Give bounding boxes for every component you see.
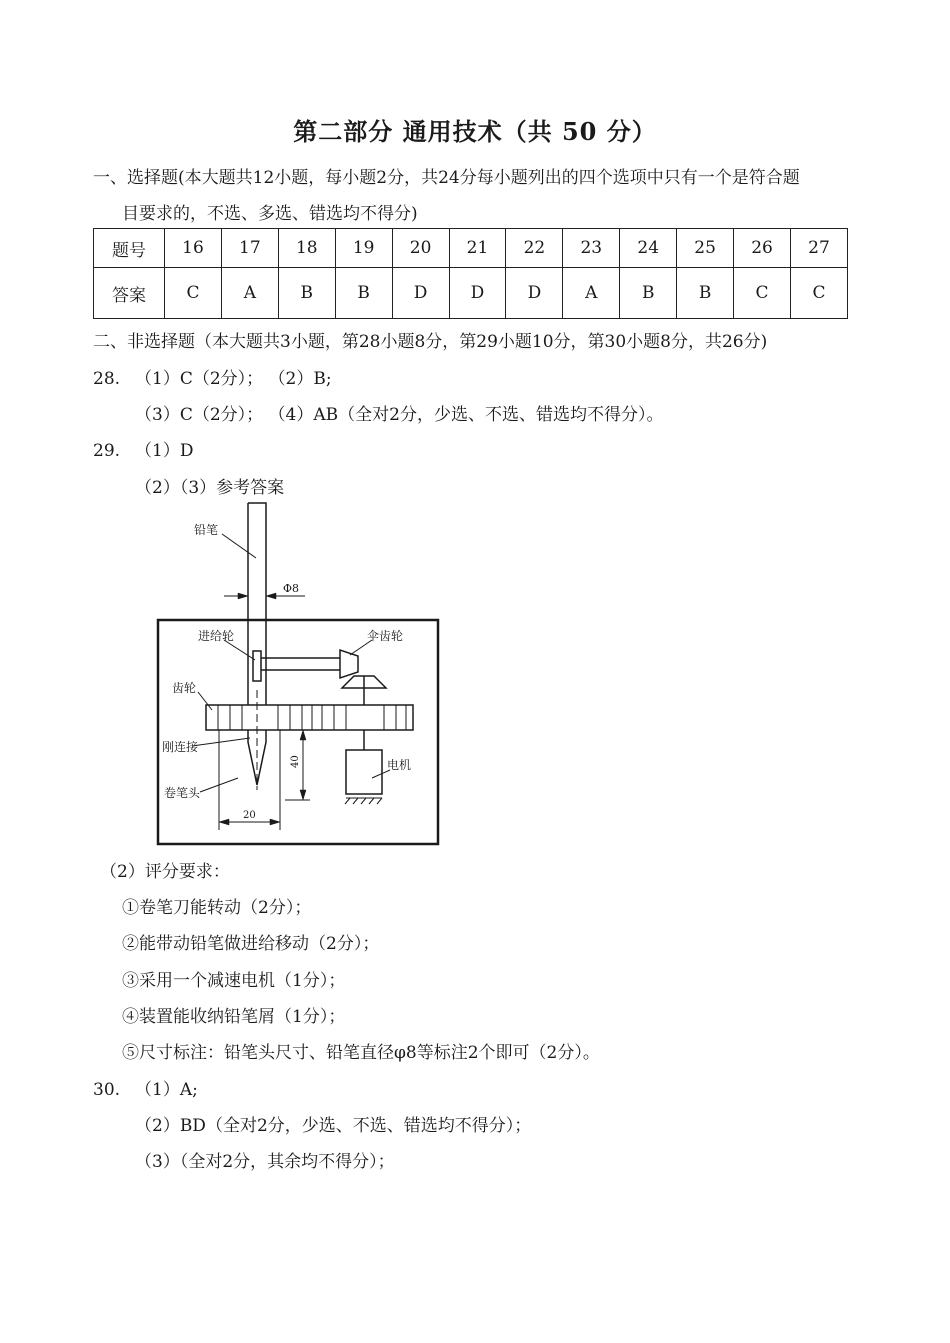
answer-cell: C bbox=[790, 268, 847, 319]
answer-table-number-row bbox=[94, 229, 848, 268]
dimension-40: 40 bbox=[290, 755, 301, 768]
answer-cell: A bbox=[563, 268, 620, 319]
answer-cell: D bbox=[392, 268, 449, 319]
q29-criterion: ③采用一个减速电机（1分）； bbox=[122, 971, 346, 991]
answer-cell: C bbox=[165, 268, 222, 319]
question-number-cell: 27 bbox=[790, 229, 847, 268]
answer-cell: A bbox=[221, 268, 278, 319]
label-feed-wheel: 进给轮 bbox=[198, 629, 235, 643]
shaft-shape bbox=[261, 658, 340, 670]
label-pencil: 铅笔 bbox=[194, 523, 219, 537]
q29-number: 29. bbox=[93, 441, 121, 461]
page-title: 第二部分 通用技术（共 50 分） bbox=[293, 117, 657, 146]
q30-answer-line1: （1）A; bbox=[135, 1080, 198, 1100]
answer-cell: B bbox=[335, 268, 392, 319]
q30-number: 30. bbox=[93, 1080, 121, 1100]
section2-heading: 二、非选择题（本大题共3小题，第28小题8分，第29小题10分，第30小题8分，共26分) bbox=[93, 332, 768, 352]
q29-criterion: ②能带动铅笔做进给移动（2分）； bbox=[122, 934, 380, 954]
section1-intro-line2: 目要求的，不选、多选、错选均不得分) bbox=[122, 204, 418, 224]
label-motor: 电机 bbox=[387, 758, 412, 772]
q29-criterion: ⑤尺寸标注：铅笔头尺寸、铅笔直径φ8等标注2个即可（2分）。 bbox=[122, 1043, 600, 1063]
answer-cell: D bbox=[506, 268, 563, 319]
q30-answer-line2: （2）BD（全对2分，少选、不选、错选均不得分）； bbox=[135, 1116, 532, 1136]
q29-answer-line1: （1）D bbox=[135, 441, 194, 461]
label-bevel-gear: 伞齿轮 bbox=[367, 629, 404, 643]
question-number-cell: 16 bbox=[165, 229, 222, 268]
number-row-label: 题号 bbox=[94, 229, 165, 268]
pencil-shape bbox=[248, 503, 266, 705]
q28-answer-line2: （3）C（2分）； （4）AB（全对2分，少选、不选、错选均不得分）。 bbox=[135, 405, 664, 425]
q29-criterion: ①卷笔刀能转动（2分）； bbox=[122, 898, 312, 918]
feed-wheel-shape bbox=[253, 651, 261, 681]
question-number-cell: 24 bbox=[620, 229, 677, 268]
question-number-cell: 23 bbox=[563, 229, 620, 268]
answer-cell: B bbox=[620, 268, 677, 319]
q29-answer-line2: （2）（3）参考答案 bbox=[135, 478, 285, 498]
question-number-cell: 19 bbox=[335, 229, 392, 268]
q28-answer-line1: （1）C（2分）； （2）B; bbox=[135, 369, 332, 389]
label-phi8: Φ8 bbox=[283, 582, 300, 595]
answer-table bbox=[93, 228, 848, 319]
answer-cell: B bbox=[278, 268, 335, 319]
answer-cell: D bbox=[449, 268, 506, 319]
question-number-cell: 20 bbox=[392, 229, 449, 268]
gear-bar-shape bbox=[206, 705, 413, 730]
answer-cell: B bbox=[677, 268, 734, 319]
pencil-sharpener-diagram bbox=[150, 500, 450, 850]
bevel-gear-shape bbox=[340, 650, 358, 678]
answer-row-label: 答案 bbox=[94, 268, 165, 319]
question-number-cell: 22 bbox=[506, 229, 563, 268]
question-number-cell: 25 bbox=[677, 229, 734, 268]
housing-box bbox=[158, 620, 438, 844]
question-number-cell: 26 bbox=[734, 229, 791, 268]
answer-table-answer-row bbox=[94, 268, 848, 319]
label-rigid-connection: 刚连接 bbox=[162, 740, 199, 754]
q29-scoring-title: （2）评分要求： bbox=[100, 862, 230, 882]
label-sharpener-head: 卷笔头 bbox=[164, 786, 201, 800]
q28-number: 28. bbox=[93, 369, 121, 389]
label-gear: 齿轮 bbox=[172, 681, 197, 695]
motor-shape bbox=[346, 750, 382, 794]
section1-intro-line1: 一、选择题(本大题共12小题，每小题2分，共24分每小题列出的四个选项中只有一个是符合题 bbox=[93, 168, 800, 188]
question-number-cell: 17 bbox=[221, 229, 278, 268]
question-number-cell: 21 bbox=[449, 229, 506, 268]
q29-criterion: ④装置能收纳铅笔屑（1分）； bbox=[122, 1007, 346, 1027]
dimension-20: 20 bbox=[243, 810, 256, 821]
answer-cell: C bbox=[734, 268, 791, 319]
question-number-cell: 18 bbox=[278, 229, 335, 268]
q30-answer-line3: （3）（全对2分，其余均不得分）； bbox=[135, 1152, 395, 1172]
